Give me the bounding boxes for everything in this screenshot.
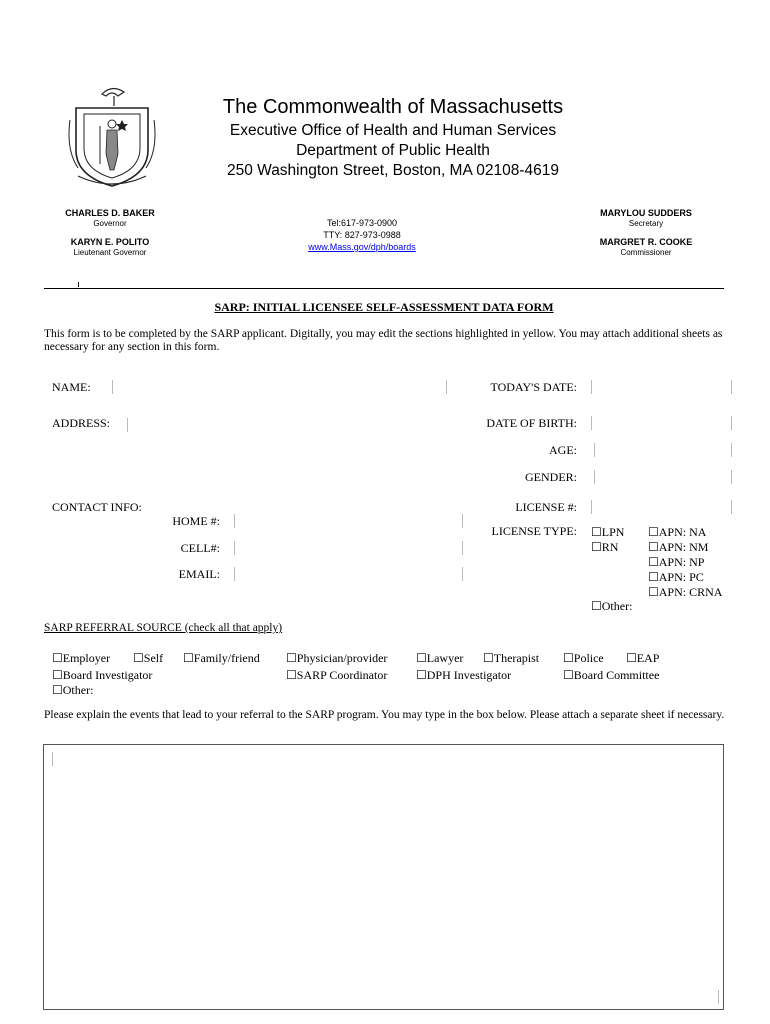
- license-apn-np-checkbox[interactable]: ☐ APN: NP: [648, 555, 704, 570]
- explain-instructions: Please explain the events that lead to your referral to the SARP program. You may type in the box below. Please attach a separate sheet if necessary.: [44, 709, 725, 721]
- age-field[interactable]: [594, 443, 595, 457]
- header-divider: [44, 288, 724, 289]
- referral-self-checkbox[interactable]: ☐ Self: [133, 651, 163, 666]
- header-department: Department of Public Health: [296, 142, 490, 159]
- referral-sarp-coordinator-checkbox[interactable]: ☐ SARP Coordinator: [286, 668, 387, 683]
- license-other-checkbox[interactable]: ☐ Other:: [591, 599, 632, 614]
- referral-other-checkbox[interactable]: ☐ Other:: [52, 683, 93, 698]
- referral-dph-investigator-checkbox[interactable]: ☐ DPH Investigator: [416, 668, 511, 683]
- gender-field[interactable]: [594, 470, 595, 484]
- header-address: 250 Washington Street, Boston, MA 02108-4619: [226, 162, 560, 179]
- referral-physician-checkbox[interactable]: ☐ Physician/provider: [286, 651, 387, 666]
- referral-employer-checkbox[interactable]: ☐ Employer: [52, 651, 110, 666]
- header-tick: [78, 282, 79, 287]
- form-intro: This form is to be completed by the SARP applicant. Digitally, you may edit the sections highlighted in yellow. You may attach additional sheets as necessary for any section in this form.: [44, 328, 723, 353]
- explanation-box-marker: [718, 990, 719, 1004]
- gender-label: GENDER:: [525, 470, 577, 484]
- dob-field-end: [731, 416, 732, 430]
- referral-police-checkbox[interactable]: ☐ Police: [563, 651, 604, 666]
- massachusetts-seal-icon: [62, 80, 162, 190]
- license-apn-pc-checkbox[interactable]: ☐ APN: PC: [648, 570, 704, 585]
- referral-heading: SARP REFERRAL SOURCE (check all that apply): [44, 622, 283, 634]
- referral-eap-checkbox[interactable]: ☐ EAP: [626, 651, 659, 666]
- commissioner-title: Commissioner: [620, 248, 672, 257]
- governor-title: Governor: [93, 219, 127, 228]
- license-no-label: LICENSE #:: [515, 500, 577, 514]
- referral-board-investigator-checkbox[interactable]: ☐ Board Investigator: [52, 668, 152, 683]
- form-title: SARP: INITIAL LICENSEE SELF-ASSESSMENT DATA FORM: [214, 300, 554, 314]
- dob-field[interactable]: [591, 416, 592, 430]
- license-type-label: LICENSE TYPE:: [491, 524, 577, 538]
- header-office: Executive Office of Health and Human Services: [229, 122, 557, 139]
- license-lpn-checkbox[interactable]: ☐ LPN: [591, 525, 624, 540]
- address-label: ADDRESS:: [52, 416, 111, 430]
- name-label: NAME:: [52, 380, 91, 394]
- address-field[interactable]: [127, 418, 128, 432]
- age-label: AGE:: [549, 443, 577, 457]
- email-field[interactable]: [234, 567, 235, 581]
- cell-field-end: [462, 541, 463, 555]
- license-no-field[interactable]: [591, 500, 592, 514]
- license-apn-crna-checkbox[interactable]: ☐ APN: CRNA: [648, 585, 722, 600]
- referral-therapist-checkbox[interactable]: ☐ Therapist: [483, 651, 539, 666]
- lt-governor-name: KARYN E. POLITO: [70, 237, 150, 247]
- todays-date-label: TODAY'S DATE:: [490, 380, 577, 394]
- cell-field[interactable]: [234, 541, 235, 555]
- explanation-cursor: [52, 752, 53, 766]
- license-apn-na-checkbox[interactable]: ☐ APN: NA: [648, 525, 706, 540]
- home-label: HOME #:: [172, 514, 220, 528]
- explanation-textbox[interactable]: [43, 744, 724, 1010]
- gender-field-end: [731, 470, 732, 484]
- age-field-end: [731, 443, 732, 457]
- contact-website-link[interactable]: www.Mass.gov/dph/boards: [308, 242, 416, 252]
- contact-tty: TTY: 827-973-0988: [323, 230, 401, 240]
- email-label: EMAIL:: [178, 567, 220, 581]
- lt-governor-title: Lieutenant Governor: [73, 248, 147, 257]
- home-field[interactable]: [234, 514, 235, 528]
- secretary-name: MARYLOU SUDDERS: [600, 208, 692, 218]
- todays-date-field-end: [731, 380, 732, 394]
- license-no-field-end: [731, 500, 732, 514]
- license-apn-nm-checkbox[interactable]: ☐ APN: NM: [648, 540, 708, 555]
- governor-name: CHARLES D. BAKER: [65, 208, 155, 218]
- commissioner-name: MARGRET R. COOKE: [599, 237, 693, 247]
- referral-board-committee-checkbox[interactable]: ☐ Board Committee: [563, 668, 659, 683]
- secretary-title: Secretary: [628, 219, 664, 228]
- contact-tel: Tel:617-973-0900: [326, 218, 398, 228]
- referral-family-checkbox[interactable]: ☐ Family/friend: [183, 651, 260, 666]
- name-field[interactable]: [112, 380, 113, 394]
- license-rn-checkbox[interactable]: ☐ RN: [591, 540, 618, 555]
- email-field-end: [462, 567, 463, 581]
- todays-date-field[interactable]: [591, 380, 592, 394]
- header-title: The Commonwealth of Massachusetts: [222, 96, 564, 118]
- cell-label: CELL#:: [180, 541, 220, 555]
- referral-lawyer-checkbox[interactable]: ☐ Lawyer: [416, 651, 463, 666]
- dob-label: DATE OF BIRTH:: [486, 416, 577, 430]
- contact-info-label: CONTACT INFO:: [52, 500, 142, 514]
